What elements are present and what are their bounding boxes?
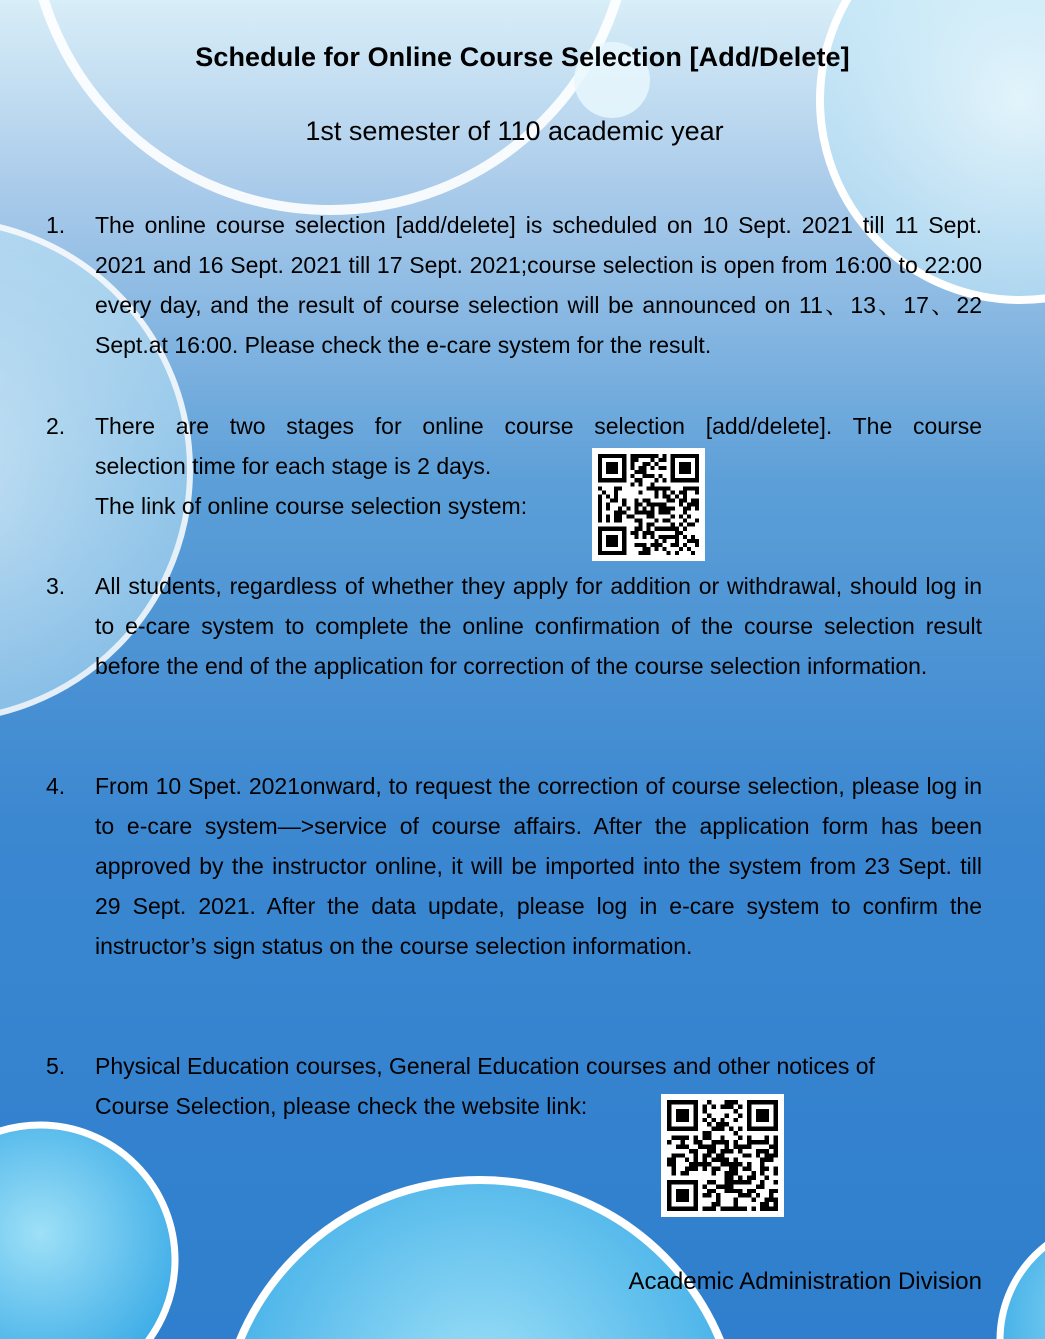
item-text-line2: Course Selection, please check the website link: [95, 1093, 588, 1119]
list-item [46, 766, 982, 966]
item-text: Physical Education courses, General Education courses and other notices of [95, 1053, 875, 1079]
signature: Academic Administration Division [628, 1268, 982, 1295]
item-text-line2: selection time for each stage is 2 days. [95, 453, 492, 479]
qr-code-icon[interactable] [592, 448, 705, 561]
item-number: 5. [46, 1053, 66, 1079]
item-number: 3. [46, 573, 66, 599]
item-text-line3: The link of online course selection system: [95, 493, 528, 519]
list-item [46, 205, 982, 365]
qr-code-icon[interactable] [661, 1094, 784, 1217]
list-item [46, 1046, 982, 1126]
item-text: The online course selection [add/delete] is scheduled on 10 Sept. 2021 till 11 Sept. 2021 and 16 Sept. 2021 till 17 Sept. 2021;course selection is open from 16:00 to 22:00 every day, and the result of course selection will be announced on 11、13、17、22 Sept.at 16:00. Please check the e-care system for the result. [95, 212, 982, 358]
page-subtitle: 1st semester of 110 academic year [305, 116, 724, 146]
item-text: All students, regardless of whether they apply for addition or withdrawal, should log in to e-care system to complete the online confirmation of the course selection result before the end of the application for correction of the course selection information. [95, 573, 982, 679]
item-text: From 10 Spet. 2021onward, to request the correction of course selection, please log in to e-care system—>service of course affairs. After the application form has been approved by the instructor online, it will be imported into the system from 23 Sept. till 29 Sept. 2021. After the data update, please log in e-care system to confirm the instructor’s sign status on the course selection information. [95, 773, 982, 959]
page-title: Schedule for Online Course Selection [Add/Delete] [195, 42, 850, 72]
list-item [46, 566, 982, 686]
list-item [46, 406, 982, 526]
item-text: There are two stages for online course selection [add/delete]. The course [95, 413, 982, 439]
item-number: 1. [46, 212, 66, 238]
item-number: 2. [46, 413, 66, 439]
item-number: 4. [46, 773, 66, 799]
